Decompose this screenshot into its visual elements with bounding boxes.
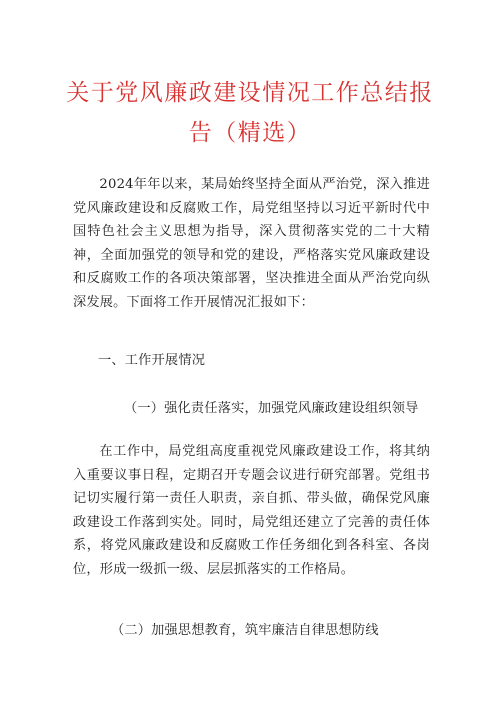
subsection-heading-responsibility: （一）强化责任落实，加强党风廉政建设组织领导 [124,401,419,416]
section-heading-work-status: 一、工作开展情况 [98,353,206,368]
responsibility-paragraph: 在工作中，局党组高度重视党风廉政建设工作，将其纳入重要议事日程，定期召开专题会议进行研究部署。党组书记切实履行第一责任人职责，亲自抓、带头做，确保党风廉政建设工作落到实处。同时，局党组还建立了完善的责任体系，将党风廉政建设和反腐败工作任务细化到各科室、各岗位，形成一级抓一级、层层抓落实的工作格局。 [73,444,430,577]
intro-paragraph: 2024年年以来，某局始终坚持全面从严治党，深入推进党风廉政建设和反腐败工作，局党组坚持以习近平新时代中国特色社会主义思想为指导，深入贯彻落实党的二十大精神，全面加强党的领导和党的建设，严格落实党风廉政建设和反腐败工作的各项决策部署，坚决推进全面从严治党向纵深发展。下面将工作开展情况汇报如下： [73,177,430,310]
subsection-heading-education: （二）加强思想教育，筑牢廉洁自律思想防线 [111,623,379,638]
document-title: 关于党风廉政建设情况工作总结报告（精选） [66,80,434,146]
